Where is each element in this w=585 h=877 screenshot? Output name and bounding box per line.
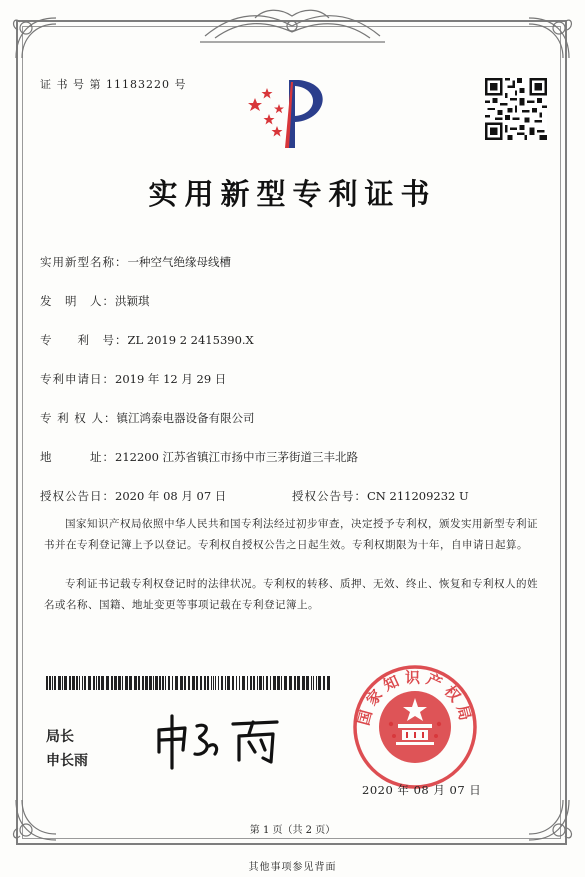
field-label: 发 明 人： <box>40 294 115 308</box>
signatory-title: 局长 <box>46 729 74 745</box>
field-label: 专利申请日： <box>40 372 115 386</box>
field-patent-number <box>40 332 254 348</box>
barcode <box>46 676 330 690</box>
field-label: 地 址： <box>40 450 115 464</box>
field-filing-date <box>40 371 226 387</box>
certificate-title: 实用新型专利证书 <box>148 177 437 211</box>
page-number: 第 1 页（共 2 页） <box>249 825 336 836</box>
footer-note: 其他事项参见背面 <box>248 862 337 873</box>
field-label: 专 利 号： <box>40 333 128 347</box>
paragraph-grant-statement: 国家知识产权局依照中华人民共和国专利法经过初步审查，决定授予专利权，颁发实用新型专利证书并在专利登记簿上予以登记。专利权自授权公告之日起生效。专利权期限为十年，自申请日起算。 <box>44 518 538 551</box>
field-address <box>40 449 358 465</box>
field-label: 专 利 权 人： <box>40 411 117 425</box>
field-label: 实用新型名称： <box>40 255 128 269</box>
field-value: 一种空气绝缘母线槽 <box>127 255 231 269</box>
official-seal <box>352 664 478 790</box>
corner-ornament-top-left <box>6 8 66 68</box>
qr-code <box>485 78 547 140</box>
field-value: ZL 2019 2 2415390.X <box>127 333 254 347</box>
field-value: 镇江鸿泰电器设备有限公司 <box>116 411 255 425</box>
certificate-number: 证 书 号 第 11183220 号 <box>40 78 187 91</box>
corner-ornament-bottom-left <box>6 790 66 850</box>
corner-ornament-bottom-right <box>519 790 579 850</box>
cnipa-logo <box>247 76 339 150</box>
signatory-name: 申长雨 <box>46 753 88 769</box>
field-utility-model-name <box>40 254 231 270</box>
seal-text: 国家知识产权局 <box>354 668 476 728</box>
field-label: 授权公告号： <box>292 489 367 503</box>
field-value: 2020 年 08 月 07 日 <box>115 489 227 503</box>
field-value: CN 211209232 U <box>367 489 469 503</box>
field-value: 212200 江苏省镇江市扬中市三茅街道三丰北路 <box>115 450 359 464</box>
seal-date: 2020 年 08 月 07 日 <box>362 783 482 797</box>
handwritten-signature <box>145 708 295 772</box>
field-value: 洪颖琪 <box>115 294 150 308</box>
field-grant-number <box>292 488 469 504</box>
paragraph-legal-status: 专利证书记载专利权登记时的法律状况。专利权的转移、质押、无效、终止、恢复和专利权人的姓名或名称、国籍、地址变更等事项记载在专利登记簿上。 <box>44 578 538 611</box>
corner-ornament-top-right <box>519 8 579 68</box>
field-value: 2019 年 12 月 29 日 <box>115 372 227 386</box>
field-grant-date <box>40 488 226 504</box>
field-patentee <box>40 410 254 426</box>
top-ornament <box>195 6 390 46</box>
field-inventor <box>40 293 150 309</box>
field-label: 授权公告日： <box>40 489 115 503</box>
